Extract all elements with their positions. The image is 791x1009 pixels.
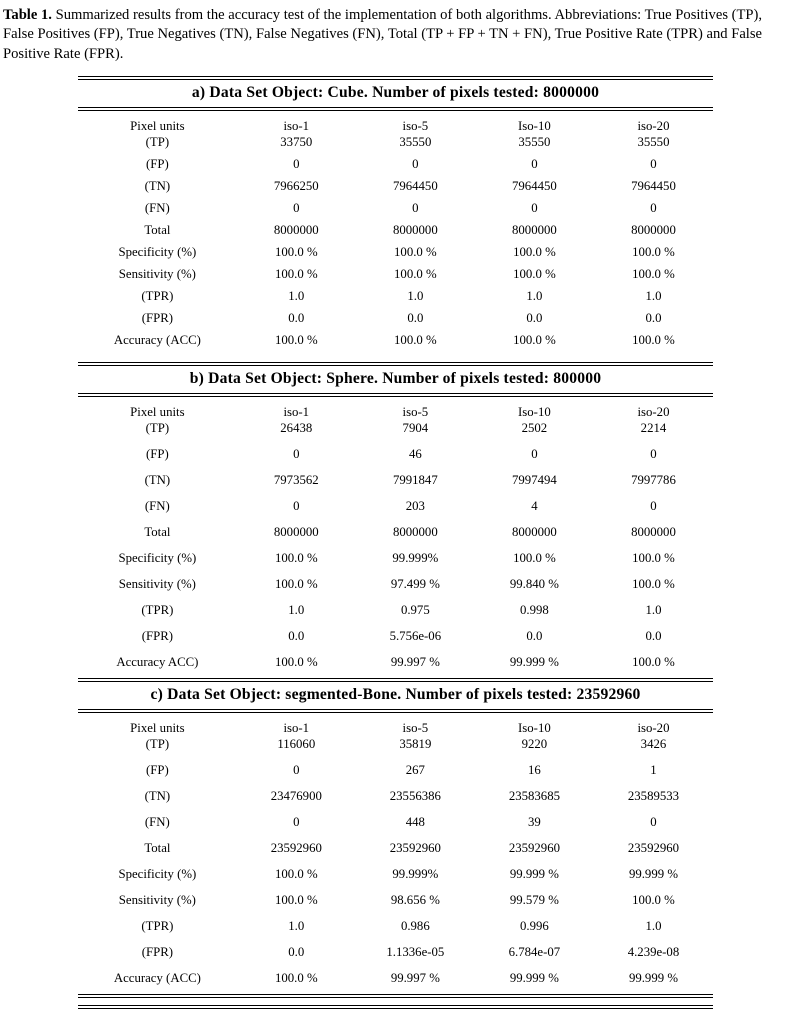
row-label: Total [144,840,171,855]
cell-value: iso-5 [402,118,429,133]
cell-value: 99.579 % [509,892,559,907]
table-row [78,420,713,436]
table-row [78,524,713,540]
cell-value: 97.499 % [390,576,440,591]
cell-value: 7973562 [273,472,319,487]
cell-value: 0 [531,156,538,171]
cell-value: 8000000 [392,524,438,539]
caption-text: Summarized results from the accuracy test of the implementation of both algorithms. Abbreviations: True Positives (TP), False Positives (FP), True Negatives (TN), False Negatives (FN), Total (TP + FP + TN + FN), True Positive Rate (TPR) and False Positive Rate (FPR). [3,7,763,62]
cell-value: 0 [412,200,419,215]
section-title-b: b) Data Set Object: Sphere. Number of pixels tested: 800000 [189,369,602,387]
cell-value: 1.0 [288,602,305,617]
cell-value: 0 [531,446,538,461]
row-label: (FP) [145,446,169,461]
row-label: (TN) [144,178,171,193]
cell-value: 0 [531,200,538,215]
cell-value: 7997494 [512,472,557,487]
row-label: (FN) [144,200,170,215]
cell-value: 99.999 % [509,866,559,881]
row-label: Pixel units [130,118,185,133]
cell-value: 0.0 [526,628,543,643]
cell-value: iso-1 [283,720,310,735]
cell-value: 35550 [518,134,551,149]
row-label: (TP) [145,420,170,435]
cell-value: 46 [408,446,422,461]
table-row [78,788,713,804]
table-row [78,970,713,986]
row-label: (FP) [145,762,169,777]
cell-value: 100.0 % [513,550,556,565]
row-label: Pixel units [130,720,185,735]
cell-value: 98.656 % [390,892,440,907]
row-label: (FPR) [141,944,174,959]
table-row [78,200,713,216]
cell-value: 100.0 % [274,332,318,347]
cell-value: 0.0 [645,628,662,643]
cell-value: iso-20 [637,720,670,735]
bottom-rule-gap [78,998,713,1005]
row-label: Accuracy (ACC) [113,970,201,985]
cell-value: 1.0 [645,918,662,933]
table-row [78,918,713,934]
cell-value: iso-1 [283,404,310,419]
cell-value: 99.999 % [509,970,559,985]
table-row [78,550,713,566]
tables-container [78,76,713,1009]
cell-value: 1.1336e-05 [386,944,445,959]
cell-value: 0.986 [400,918,430,933]
cell-value: 100.0 % [632,550,675,565]
cell-value: 0.0 [288,944,305,959]
cell-value: 100.0 % [632,244,675,259]
cell-value: 1.0 [407,288,424,303]
cell-value: 99.997 % [390,654,440,669]
table-row [78,244,713,260]
cell-value: 7964450 [512,178,557,193]
cell-value: 99.999 % [509,654,559,669]
cell-value: 0.975 [400,602,430,617]
cell-value: 100.0 % [632,266,675,281]
table-row [78,602,713,618]
cell-value: 100.0 % [394,332,437,347]
cell-value: 100.0 % [513,332,556,347]
cell-value: 7964450 [631,178,676,193]
row-label: Specificity (%) [118,550,197,565]
cell-value: 8000000 [512,222,557,237]
table-row [78,654,713,670]
cell-value: 203 [405,498,425,513]
cell-value: 35550 [637,134,670,149]
cell-value: 5.756e-06 [389,628,442,643]
table-row [78,332,713,348]
cell-value: 0 [293,814,300,829]
cell-value: 100.0 % [274,892,318,907]
cell-value: 3426 [640,736,667,751]
table-row [78,944,713,960]
cell-value: 0 [293,446,300,461]
cell-value: Iso-10 [518,720,551,735]
row-label: Total [144,222,171,237]
cell-value: 35550 [399,134,432,149]
cell-value: 7997786 [631,472,676,487]
cell-value: 23476900 [270,788,322,803]
cell-value: 23592960 [389,840,441,855]
table-row [78,840,713,856]
cell-value: 2214 [640,420,667,435]
cell-value: iso-20 [637,118,670,133]
cell-value: 1.0 [288,918,305,933]
row-label: (FN) [144,498,170,513]
cell-value: 100.0 % [632,576,675,591]
cell-value: 100.0 % [274,866,318,881]
cell-value: 0.0 [288,628,305,643]
cell-value: 0 [650,446,657,461]
cell-value: 7964450 [392,178,438,193]
table-section-b [78,362,713,678]
table-row [78,288,713,304]
cell-value: 100.0 % [632,892,675,907]
row-label: Specificity (%) [118,866,197,881]
cell-value: 7991847 [392,472,438,487]
cell-value: 100.0 % [394,244,437,259]
cell-value: 6.784e-07 [508,944,561,959]
cell-value: 23592960 [270,840,322,855]
cell-value: iso-1 [283,118,310,133]
table-caption [3,6,785,64]
cell-value: 1.0 [526,288,543,303]
row-label: (TP) [145,134,170,149]
table-row [78,814,713,830]
cell-value: 8000000 [273,524,319,539]
table-row [78,866,713,882]
cell-value: Iso-10 [518,118,551,133]
cell-value: 0 [293,498,300,513]
cell-value: 0.998 [520,602,549,617]
cell-value: 4 [531,498,538,513]
row-label: (TPR) [141,918,174,933]
cell-value: 7966250 [273,178,319,193]
row-label: Sensitivity (%) [118,576,196,591]
row-label: (FPR) [141,310,174,325]
cell-value: 100.0 % [513,244,556,259]
cell-value: 0 [293,762,300,777]
row-label: (TN) [144,472,171,487]
row-label: (FN) [144,814,170,829]
row-label: Accuracy (ACC) [113,332,201,347]
cell-value: 7904 [402,420,429,435]
cell-value: 16 [528,762,541,777]
cell-value: 0 [412,156,419,171]
cell-value: 8000000 [512,524,557,539]
table-row [78,736,713,752]
table-row [78,310,713,326]
table-section-a [78,76,713,362]
cell-value: Iso-10 [518,404,551,419]
double-rule [78,1005,713,1009]
column-header-row [78,111,713,134]
cell-value: 99.999% [392,550,439,565]
cell-value: 9220 [521,736,548,751]
cell-value: 100.0 % [274,970,318,985]
row-label: (TN) [144,788,171,803]
table-section-c [78,678,713,994]
cell-value: 2502 [521,420,548,435]
cell-value: 1 [650,762,657,777]
row-label: (TPR) [141,602,174,617]
cell-value: 0 [293,156,300,171]
caption-label: Table 1. [3,7,52,23]
cell-value: 0.0 [407,310,424,325]
row-label: (TPR) [141,288,174,303]
table-row [78,178,713,194]
column-header-row [78,397,713,420]
cell-value: 99.999 % [628,866,678,881]
cell-value: 0.0 [645,310,662,325]
cell-value: 100.0 % [274,654,318,669]
cell-value: 0.996 [520,918,549,933]
cell-value: iso-5 [402,720,429,735]
cell-value: 0.0 [526,310,543,325]
table-row [78,576,713,592]
cell-value: 0 [650,814,657,829]
cell-value: 35819 [399,736,432,751]
cell-value: 116060 [277,736,316,751]
cell-value: 23583685 [508,788,560,803]
table-row [78,628,713,644]
table-row [78,762,713,778]
cell-value: 100.0 % [394,266,437,281]
cell-value: 4.239e-08 [627,944,680,959]
cell-value: 26438 [280,420,313,435]
table-row [78,222,713,238]
cell-value: 8000000 [631,524,676,539]
row-label: Accuracy ACC) [116,654,199,669]
cell-value: 0 [293,200,300,215]
row-label: Sensitivity (%) [118,892,196,907]
table-row [78,892,713,908]
section-title-c: c) Data Set Object: segmented-Bone. Number of pixels tested: 23592960 [150,685,641,703]
cell-value: 23589533 [627,788,680,803]
cell-value: 8000000 [392,222,438,237]
table-row [78,266,713,282]
row-label: (FP) [145,156,169,171]
cell-value: 100.0 % [513,266,556,281]
cell-value: 100.0 % [274,550,318,565]
table-row [78,498,713,514]
cell-value: 99.840 % [509,576,559,591]
cell-value: 100.0 % [274,266,318,281]
cell-value: 23592960 [627,840,680,855]
cell-value: 267 [405,762,425,777]
row-label: Specificity (%) [118,244,197,259]
cell-value: 1.0 [288,288,305,303]
row-label: (FPR) [141,628,174,643]
cell-value: 1.0 [645,602,662,617]
table-row [78,446,713,462]
cell-value: 100.0 % [632,332,675,347]
cell-value: 99.999% [392,866,439,881]
cell-value: 100.0 % [274,244,318,259]
cell-value: 39 [528,814,541,829]
column-header-row [78,713,713,736]
cell-value: 99.997 % [390,970,440,985]
cell-value: 0 [650,156,657,171]
cell-value: 1.0 [645,288,662,303]
paper-page [0,6,791,1009]
cell-value: 448 [405,814,425,829]
cell-value: 99.999 % [628,970,678,985]
cell-value: 100.0 % [632,654,675,669]
cell-value: 0 [650,200,657,215]
row-label: Total [144,524,171,539]
cell-value: 33750 [280,134,313,149]
cell-value: 23556386 [389,788,441,803]
cell-value: iso-5 [402,404,429,419]
section-title-a: a) Data Set Object: Cube. Number of pixels tested: 8000000 [191,83,600,101]
table-row [78,472,713,488]
row-label: (TP) [145,736,170,751]
cell-value: 0 [650,498,657,513]
table-row [78,134,713,150]
cell-value: 8000000 [273,222,319,237]
row-label: Pixel units [130,404,185,419]
table-row [78,156,713,172]
cell-value: 8000000 [631,222,676,237]
cell-value: 100.0 % [274,576,318,591]
cell-value: iso-20 [637,404,670,419]
cell-value: 23592960 [508,840,560,855]
cell-value: 0.0 [288,310,305,325]
row-label: Sensitivity (%) [118,266,196,281]
